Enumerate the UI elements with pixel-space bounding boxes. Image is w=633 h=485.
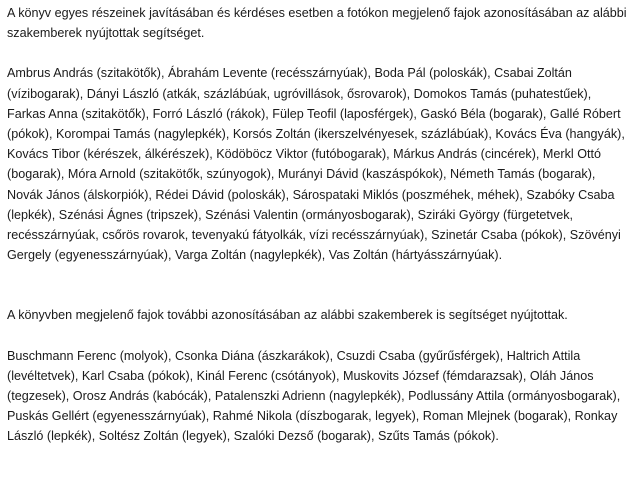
paragraph-spacer [7, 326, 627, 346]
intro-paragraph-1: A könyv egyes részeinek javításában és kérdéses esetben a fotókon megjelenő fajok azonosításában az alábbi szakemberek nyújtottak segítséget. [7, 6, 627, 41]
paragraph-spacer [7, 43, 627, 63]
contributors-list-2: Buschmann Ferenc (molyok), Csonka Diána (ászkarákok), Csuzdi Csaba (gyűrűsférgek), Haltrich Attila (levéltetvek), Karl Csaba (pókok), Kinál Ferenc (csótányok), Muskovits József (fémdarazsak), Oláh János (tegzesek), Orosz András (kabócák), Patalenszki Adrienn (nagylepkék), Podlussány Attila (ormányosbogarak), Puskás Gellért (egyenesszárnyúak), Rahmé Nikola (díszbogarak, legyek), Roman Mlejnek (bogarak), Ronkay László (lepkék), Soltész Zoltán (legyek), Szalóki Dezső (bogarak), Szűts Tamás (pókok). [7, 348, 621, 444]
intro-paragraph-2: A könyvben megjelenő fajok további azonosításában az alábbi szakemberek is segítséget nyújtottak. [7, 308, 568, 323]
contributors-list-1: Ambrus András (szitakötők), Ábrahám Levente (recésszárnyúak), Boda Pál (poloskák), Csabai Zoltán (vízibogarak), Dányi László (atkák, százlábúak, ugróvillások, ősrovarok), Domokos Tamás (puhatestűek), Farkas Anna (szitakötők), Forró László (rákok), Fülep Teofil (laposférgek), Gaskó Béla (bogarak), Gallé Róbert (pókok), Korompai Tamás (nagylepkék), Korsós Zoltán (ikerszelvényesek, százlábúak), Kovács Éva (hangyák), Kovács Tibor (kérészek, álkérészek), Ködöböcz Viktor (futóbogarak), Márkus András (cincérek), Merkl Ottó (bogarak), Móra Arnold (szitakötők, szúnyogok), Murányi Dávid (kaszáspókok), Németh Tamás (bogarak), Novák János (álskorpiók), Rédei Dávid (poloskák), Sárospataki Miklós (poszméhek, méhek), Szabóky Csaba (lepkék), Szénási Ágnes (tripszek), Szénási Valentin (ormányosbogarak), Sziráki György (fürgetetvek, recésszárnyúak, csőrös rovarok, tevenyakú fátyolkák, vízi recésszárnyúak), Szinetár Csaba (pókok), Szövényi Gergely (egyenesszárnyúak), Varga Zoltán (nagylepkék), Vas Zoltán (hártyásszárnyúak). [7, 66, 625, 263]
section-spacer [7, 265, 627, 305]
